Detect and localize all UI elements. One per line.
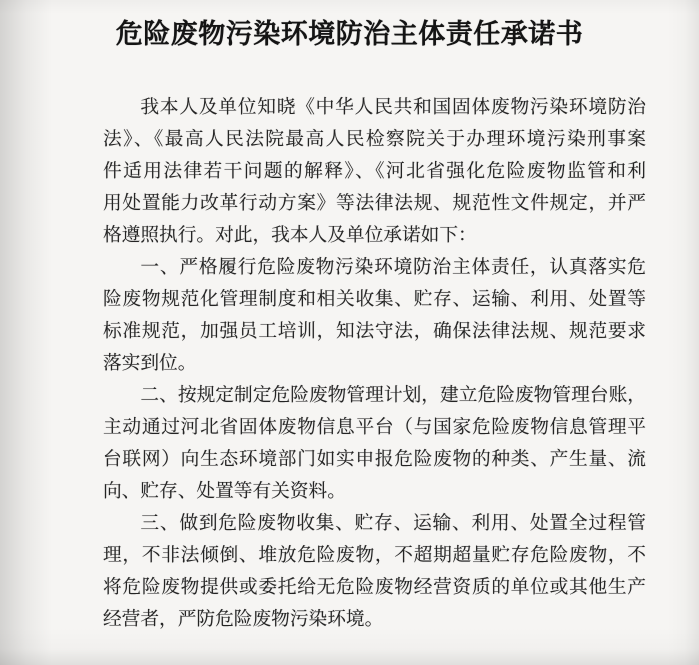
paragraph bbox=[103, 92, 646, 252]
text-line: 一、严格履行危险废物污染环境防治主体责任，认真落实危 bbox=[140, 257, 646, 278]
document-title: 危险废物污染环境防治主体责任承诺书 bbox=[115, 19, 584, 49]
text-line: 用处置能力改革行动方案》等法律法规、规范性文件规定，并严 bbox=[103, 193, 646, 214]
text-line: 经营者，严防危险废物污染环境。 bbox=[103, 609, 384, 630]
paragraph bbox=[103, 252, 646, 380]
text-line: 法》、《最高人民法院最高人民检察院关于办理环境污染刑事案 bbox=[103, 129, 646, 150]
text-line: 格遵照执行。对此，我本人及单位承诺如下： bbox=[103, 225, 477, 246]
paragraph bbox=[103, 380, 646, 508]
text-line: 将危险废物提供或委托给无危险废物经营资质的单位或其他生产 bbox=[103, 577, 646, 598]
text-line: 台联网）向生态环境部门如实申报危险废物的种类、产生量、流 bbox=[103, 449, 646, 470]
text-line: 件适用法律若干问题的解释》、《河北省强化危险废物监管和利 bbox=[103, 161, 646, 182]
text-line: 险废物规范化管理制度和相关收集、贮存、运输、利用、处置等 bbox=[103, 289, 646, 310]
paragraph bbox=[103, 508, 646, 636]
document-body bbox=[103, 92, 646, 636]
text-line: 向、贮存、处置等有关资料。 bbox=[103, 481, 346, 502]
text-line: 落实到位。 bbox=[103, 353, 197, 374]
text-line: 主动通过河北省固体废物信息平台（与国家危险废物信息管理平 bbox=[103, 417, 646, 438]
text-line: 标准规范，加强员工培训，知法守法，确保法律法规、规范要求 bbox=[103, 321, 646, 342]
text-line: 我本人及单位知晓《中华人民共和国固体废物污染环境防治 bbox=[140, 97, 646, 118]
text-line: 理，不非法倾倒、堆放危险废物，不超期超量贮存危险废物，不 bbox=[103, 545, 646, 566]
text-line: 二、按规定制定危险废物管理计划，建立危险废物管理台账， bbox=[140, 385, 646, 406]
text-line: 三、做到危险废物收集、贮存、运输、利用、处置全过程管 bbox=[140, 513, 646, 534]
